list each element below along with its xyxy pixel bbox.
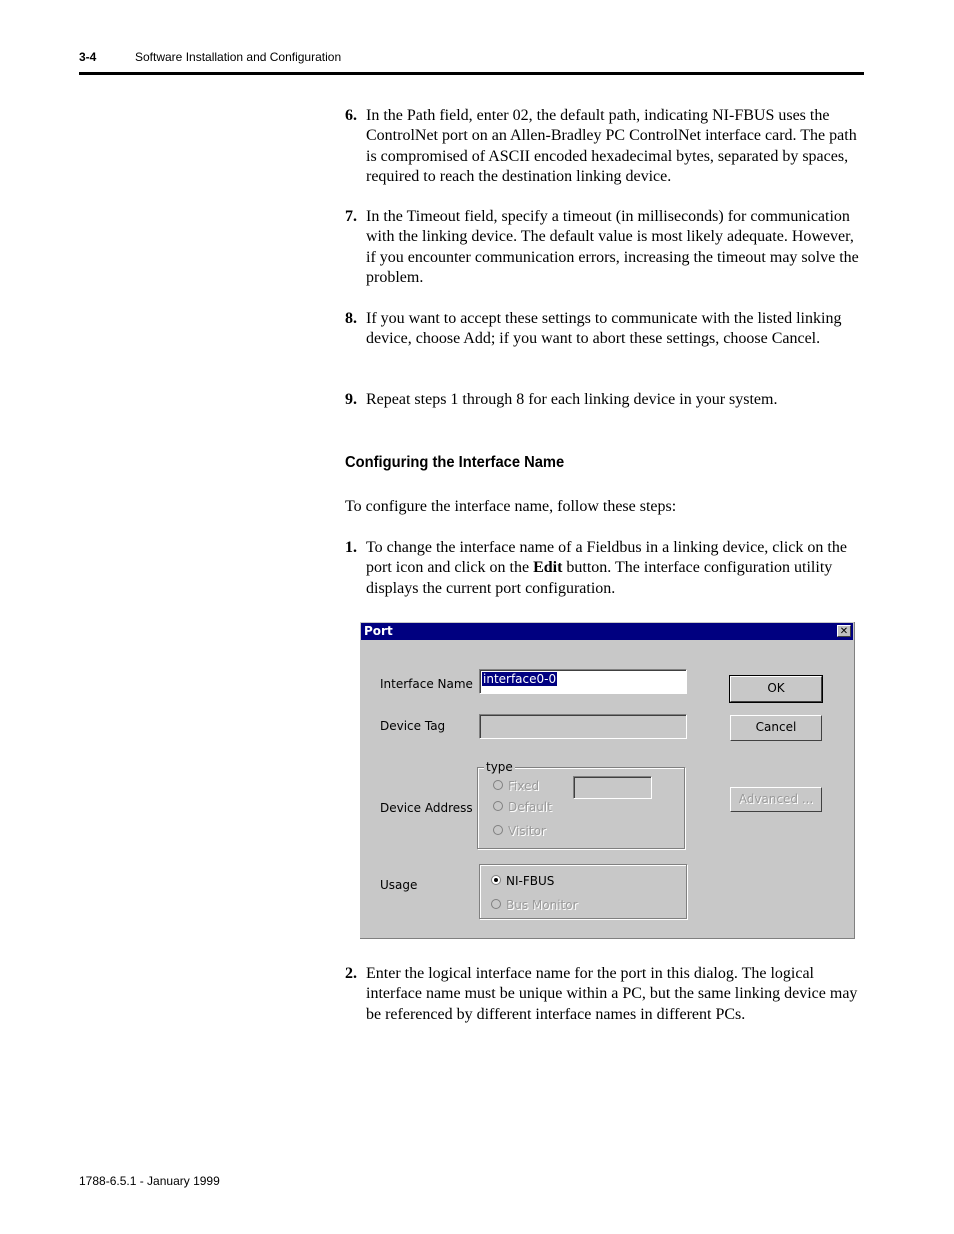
page-number: 3-4 xyxy=(79,50,97,64)
fixed-address-input[interactable] xyxy=(573,776,652,799)
step-number: 2. xyxy=(345,965,357,982)
step-9 xyxy=(345,390,865,410)
cancel-button[interactable]: Cancel xyxy=(730,715,822,741)
dialog-title: Port xyxy=(364,624,393,638)
advanced-button[interactable]: Advanced ... xyxy=(730,787,822,812)
step-text xyxy=(366,538,865,599)
radio-bus-monitor-label: Bus Monitor xyxy=(506,898,578,912)
step-number: 9. xyxy=(345,391,357,408)
radio-ni-fbus-label: NI-FBUS xyxy=(506,874,555,888)
step-number: 8. xyxy=(345,310,357,327)
step-text: If you want to accept these settings to communicate with the listed linking device, choose Add; if you want to abort these settings, choose Cancel. xyxy=(366,310,842,348)
step-text: Enter the logical interface name for the port in this dialog. The logical interface name must be unique within a PC, but the same linking device may be referenced by different interface names in different PCs. xyxy=(366,965,858,1023)
ok-button[interactable]: OK xyxy=(730,676,822,702)
device-tag-input[interactable] xyxy=(479,714,687,739)
step-text: Repeat steps 1 through 8 for each linking device in your system. xyxy=(366,391,778,408)
chapter-title: Software Installation and Configuration xyxy=(135,50,342,64)
type-group-legend: type xyxy=(486,760,513,774)
radio-visitor[interactable] xyxy=(493,825,503,835)
device-address-label: Device Address xyxy=(380,801,473,815)
edit-keyword: Edit xyxy=(533,559,563,577)
radio-visitor-label: Visitor xyxy=(508,824,546,838)
interface-name-value: interface0-0 xyxy=(483,672,557,686)
step-8 xyxy=(345,309,865,350)
interface-name-input[interactable] xyxy=(479,669,687,694)
device-tag-label: Device Tag xyxy=(380,719,446,733)
header-rule xyxy=(79,72,864,75)
step-text-end: button. The interface configuration utility displays the current port configuration. xyxy=(366,559,833,597)
usage-label: Usage xyxy=(380,878,418,892)
step-text: In the Path field, enter 02, the default path, indicating NI-FBUS uses the ControlNet port on an Allen-Bradley PC ControlNet interface card. The path is compromised of ASCII encoded hexadecimal bytes, separated by spaces, required to reach the destination linking device. xyxy=(366,107,857,186)
step-number: 7. xyxy=(345,208,357,225)
port-dialog xyxy=(360,622,855,939)
step-text-start: To change the interface name of a Fieldbus in a linking device, click on the port icon and click on the xyxy=(366,539,847,577)
radio-default[interactable] xyxy=(493,801,503,811)
step-6 xyxy=(345,106,865,188)
radio-bus-monitor[interactable] xyxy=(491,899,501,909)
step-number: 1. xyxy=(345,539,357,556)
step-2 xyxy=(345,964,865,1025)
radio-selected-dot xyxy=(494,878,498,882)
interface-name-label: Interface Name xyxy=(380,677,473,691)
intro-paragraph: To configure the interface name, follow these steps: xyxy=(345,498,677,515)
section-heading: Configuring the Interface Name xyxy=(345,454,565,471)
radio-ni-fbus[interactable] xyxy=(491,875,501,885)
dialog-titlebar xyxy=(361,623,853,640)
step-1 xyxy=(345,538,865,599)
radio-default-label: Default xyxy=(508,800,552,814)
step-text: In the Timeout field, specify a timeout (in milliseconds) for communication with the linking device. The default value is most likely adequate. However, if you encounter communication errors, increasing the timeout may solve the problem. xyxy=(366,208,859,287)
close-icon[interactable]: ✕ xyxy=(837,625,851,637)
step-7 xyxy=(345,207,865,289)
radio-fixed-label: Fixed xyxy=(508,779,540,793)
radio-fixed[interactable] xyxy=(493,780,503,790)
step-number: 6. xyxy=(345,107,357,124)
footer-doc-id: 1788-6.5.1 - January 1999 xyxy=(79,1174,220,1188)
